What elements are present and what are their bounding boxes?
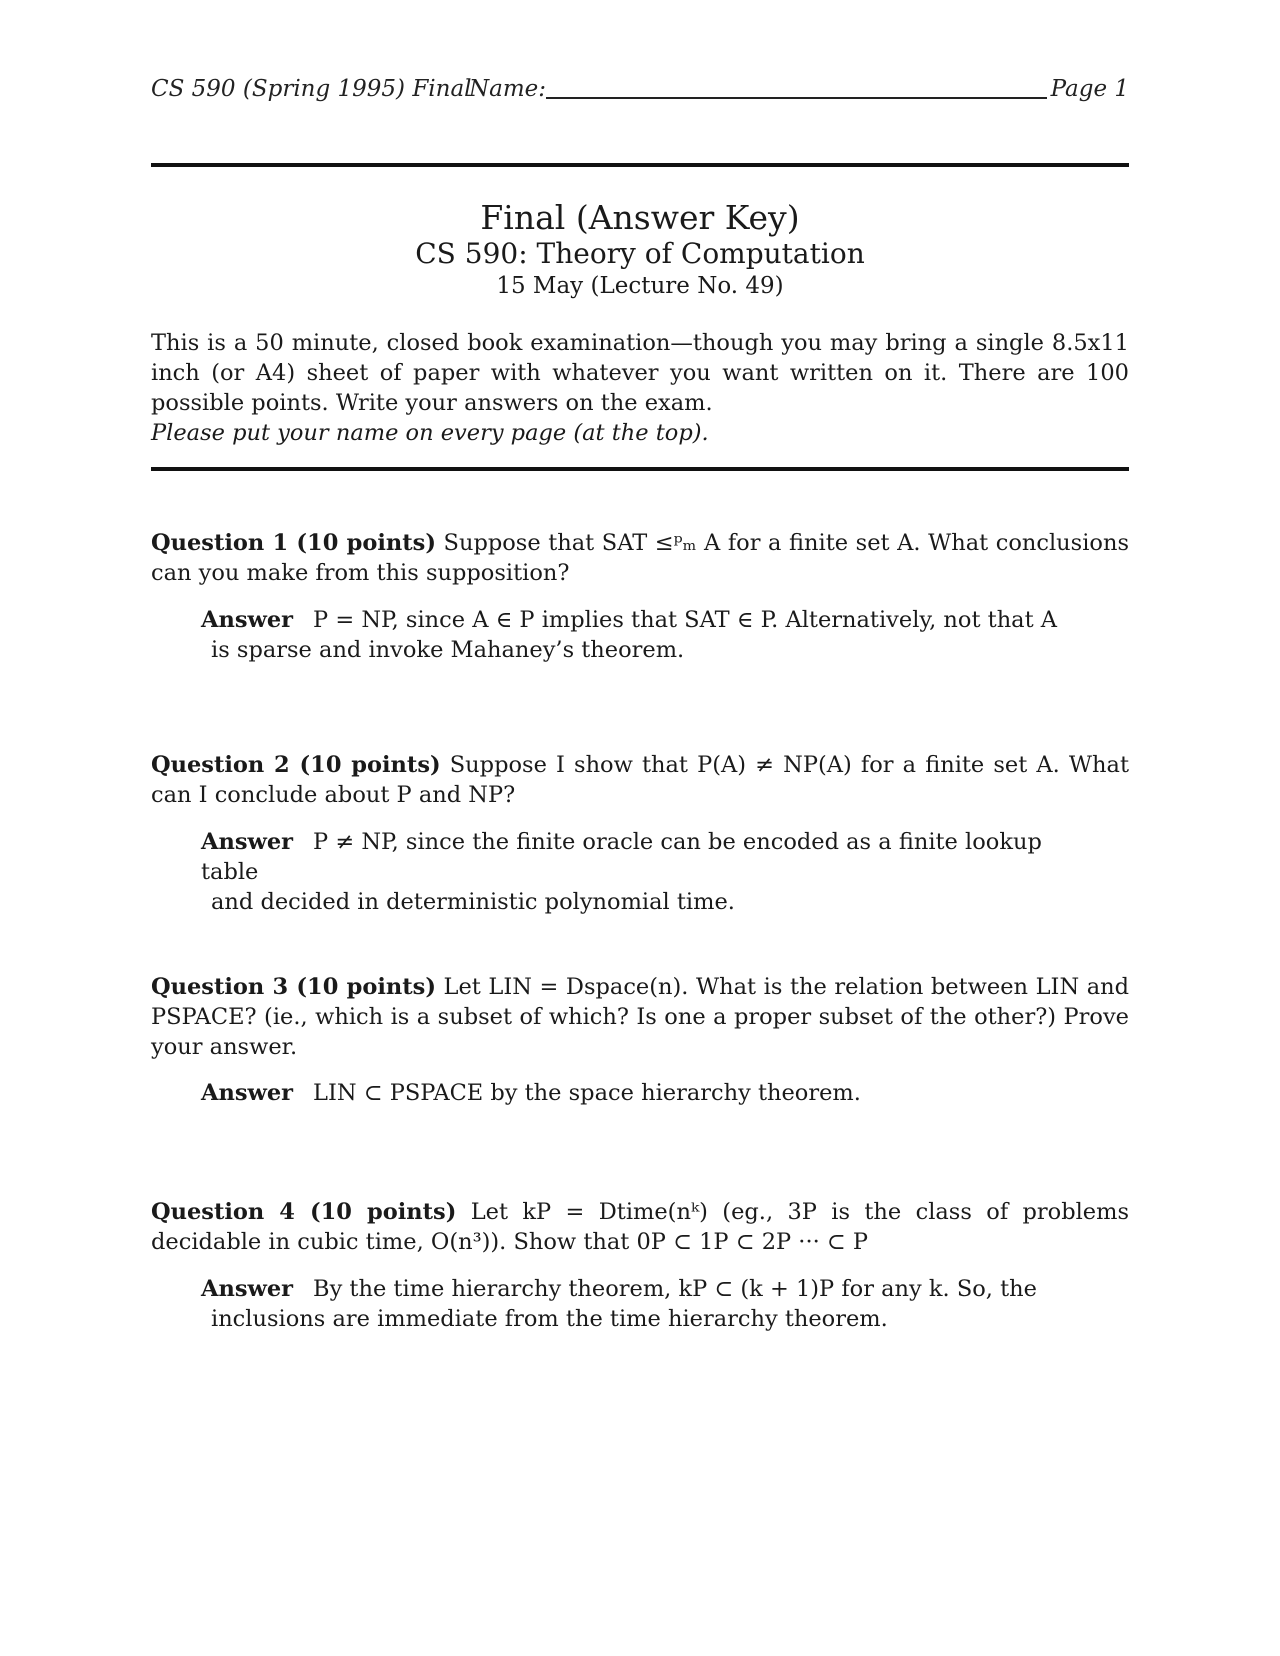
answer-1-label: Answer — [201, 607, 294, 633]
question-4 — [151, 1197, 1129, 1257]
answer-3 — [201, 1078, 1081, 1108]
question-2 — [151, 750, 1129, 810]
answer-2 — [201, 827, 1081, 917]
question-4-heading: Question 4 (10 points) — [151, 1199, 457, 1225]
header-course: CS 590 (Spring 1995) Final — [151, 76, 472, 102]
top-rule — [151, 163, 1129, 167]
question-1 — [151, 528, 1129, 588]
question-4-text: Let kP = Dtime(nᵏ) (eg., 3P is the class of problems decidable in cubic time, O(n³)). Show that 0P ⊂ 1P ⊂ 2P ··· ⊂ P — [151, 1199, 1130, 1255]
bottom-rule — [151, 467, 1129, 471]
answer-4-label: Answer — [201, 1276, 294, 1302]
title-block — [151, 198, 1129, 302]
answer-1 — [201, 605, 1081, 665]
question-3 — [151, 972, 1129, 1062]
header-page-number: Page 1 — [1050, 76, 1129, 102]
question-1-text: Suppose that SAT ≤ᵖₘ A for a finite set A. What conclusions can you make from this supposition? — [151, 530, 1129, 586]
instructions-note: Please put your name on every page (at the top). — [151, 420, 709, 446]
exam-title: Final (Answer Key) — [480, 198, 800, 237]
answer-1-line2: is sparse and invoke Mahaney’s theorem. — [211, 637, 685, 663]
answer-4-line2: inclusions are immediate from the time hierarchy theorem. — [211, 1306, 888, 1332]
course-title: CS 590: Theory of Computation — [415, 237, 865, 270]
question-2-text: Suppose I show that P(A) ≠ NP(A) for a finite set A. What can I conclude about P and NP? — [151, 752, 1129, 808]
instructions-text: This is a 50 minute, closed book examination—though you may bring a single 8.5x11 inch (or A4) sheet of paper with whatever you want written on it. There are 100 possible points. Write your answers on the exam. — [151, 330, 1129, 416]
name-blank-line — [546, 97, 1047, 99]
question-3-heading: Question 3 (10 points) — [151, 974, 436, 1000]
question-2-heading: Question 2 (10 points) — [151, 752, 441, 778]
exam-date: 15 May (Lecture No. 49) — [496, 273, 784, 299]
header-name-label: Name: — [469, 76, 547, 102]
answer-3-line1: LIN ⊂ PSPACE by the space hierarchy theorem. — [313, 1080, 861, 1106]
running-header — [151, 76, 1129, 106]
instructions — [151, 328, 1129, 448]
answer-3-label: Answer — [201, 1080, 294, 1106]
answer-4-line1: By the time hierarchy theorem, kP ⊂ (k + 1)P for any k. So, the — [313, 1276, 1037, 1302]
question-1-heading: Question 1 (10 points) — [151, 530, 436, 556]
answer-4 — [201, 1274, 1081, 1334]
question-3-text: Let LIN = Dspace(n). What is the relation between LIN and PSPACE? (ie., which is a subset of which? Is one a proper subset of the other?) Prove your answer. — [151, 974, 1130, 1060]
answer-1-line1: P = NP, since A ∈ P implies that SAT ∈ P. Alternatively, not that A — [313, 607, 1058, 633]
answer-2-label: Answer — [201, 829, 294, 855]
answer-2-line1: P ≠ NP, since the finite oracle can be encoded as a finite lookup table — [201, 829, 1042, 885]
answer-2-line2: and decided in deterministic polynomial time. — [211, 889, 735, 915]
